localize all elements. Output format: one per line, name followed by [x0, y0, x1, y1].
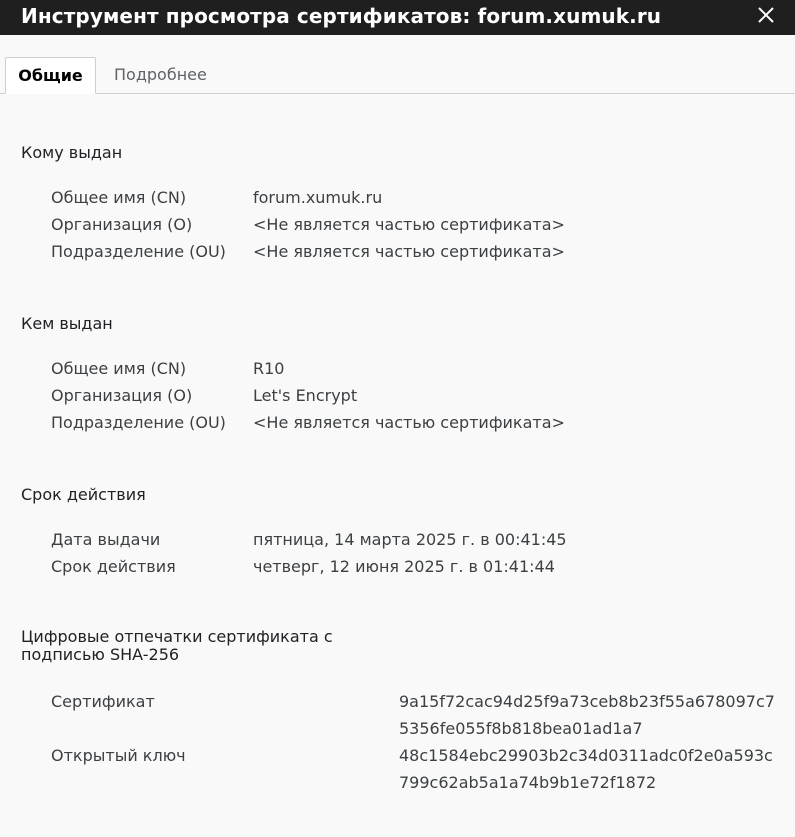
fingerprints-title-line2: подписью SHA-256 [21, 645, 180, 664]
validity-issued-label: Дата выдачи [51, 530, 161, 549]
issued-to-cn-label: Общее имя (CN) [51, 188, 187, 207]
tab-general[interactable]: Общие [5, 57, 96, 94]
fingerprint-key-value: 48c1584ebc29903b2c34d0311adc0f2e0a593c799c62ab5a1a74b9b1e72f1872 [399, 746, 773, 792]
validity-expires-label: Срок действия [51, 557, 176, 576]
close-icon[interactable] [755, 4, 777, 26]
section-title-validity: Срок действия [21, 485, 146, 504]
fingerprint-cert-label: Сертификат [51, 692, 155, 711]
tab-details[interactable]: Подробнее [114, 65, 207, 84]
issued-by-o-label: Организация (O) [51, 386, 193, 405]
fingerprint-cert-value: 9a15f72cac94d25f9a73ceb8b23f55a678097c75356fe055f8b818bea01ad1a7 [399, 692, 775, 738]
issued-to-cn-value: forum.xumuk.ru [253, 188, 383, 207]
validity-expires-value: четверг, 12 июня 2025 г. в 01:41:44 [253, 557, 555, 576]
issued-by-cn-label: Общее имя (CN) [51, 359, 187, 378]
section-title-issued-by: Кем выдан [21, 314, 113, 333]
fingerprint-key-label: Открытый ключ [51, 746, 186, 765]
issued-to-o-value: <Не является частью сертификата> [253, 215, 565, 234]
issued-by-ou-label: Подразделение (OU) [51, 413, 226, 432]
section-title-fingerprints [21, 628, 333, 664]
issued-by-o-value: Let's Encrypt [253, 386, 358, 405]
tab-bar [0, 35, 795, 95]
issued-to-ou-label: Подразделение (OU) [51, 242, 226, 261]
title-bar [0, 0, 795, 35]
section-title-issued-to: Кому выдан [21, 143, 123, 162]
issued-by-cn-value: R10 [253, 359, 285, 378]
issued-by-ou-value: <Не является частью сертификата> [253, 413, 565, 432]
issued-to-ou-value: <Не является частью сертификата> [253, 242, 565, 261]
issued-to-o-label: Организация (O) [51, 215, 193, 234]
validity-issued-value: пятница, 14 марта 2025 г. в 00:41:45 [253, 530, 567, 549]
window-title: Инструмент просмотра сертификатов: forum.xumuk.ru [21, 4, 662, 28]
fingerprints-title-line1: Цифровые отпечатки сертификата с [21, 627, 333, 646]
